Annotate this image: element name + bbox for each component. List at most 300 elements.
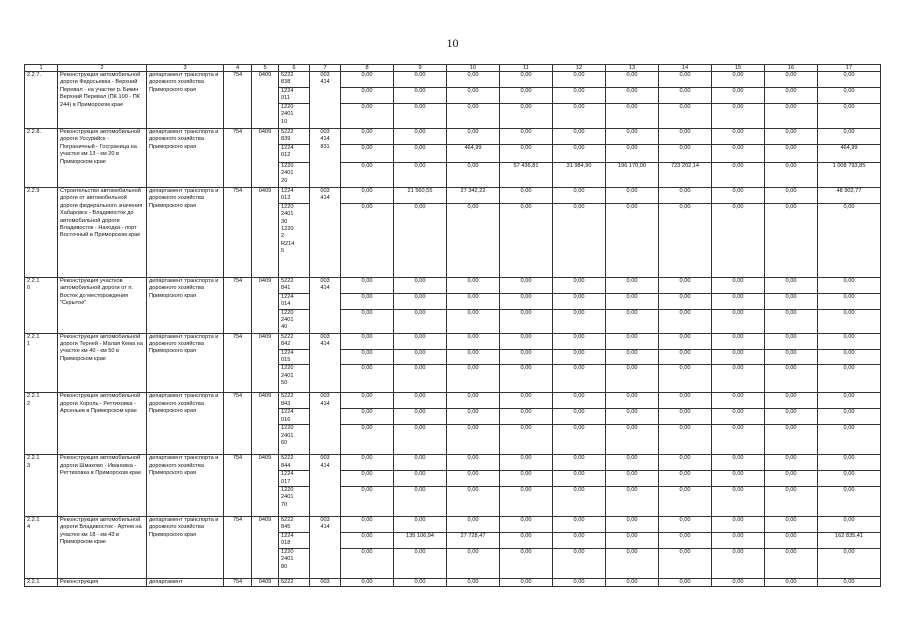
amount-cell: 0,00 — [500, 203, 553, 277]
amount-cell: 0,00 — [659, 349, 712, 365]
col-header: 11 — [500, 65, 553, 72]
amount-cell: 0,00 — [553, 425, 606, 455]
amount-cell: 0,00 — [818, 393, 881, 409]
amount-cell: 0,00 — [765, 365, 818, 393]
amount-cell: 0,00 — [500, 455, 553, 471]
amount-cell: 0,00 — [500, 145, 553, 163]
amount-cell: 0,00 — [606, 349, 659, 365]
amount-cell: 0,00 — [447, 455, 500, 471]
amount-cell: 0,00 — [818, 578, 881, 586]
amount-cell: 0,00 — [712, 104, 765, 129]
target-code: 5222 839 — [279, 129, 310, 145]
amount-cell: 0,00 — [500, 548, 553, 578]
expense-type: 003 414 831 — [310, 129, 341, 188]
amount-cell: 0,00 — [765, 578, 818, 586]
amount-cell: 0,00 — [500, 188, 553, 204]
amount-cell: 464,99 — [447, 145, 500, 163]
amount-cell: 0,00 — [341, 145, 394, 163]
amount-cell: 0,00 — [712, 517, 765, 533]
amount-cell: 0,00 — [447, 548, 500, 578]
amount-cell: 0,00 — [447, 365, 500, 393]
amount-cell: 0,00 — [341, 203, 394, 277]
amount-cell: 0,00 — [606, 548, 659, 578]
amount-cell: 0,00 — [394, 455, 447, 471]
expense-type: 003 414 — [310, 277, 341, 333]
amount-cell: 0,00 — [394, 72, 447, 88]
target-code: 1220 2401 60 — [279, 425, 310, 455]
target-code: 1220 2401 30 1220 2 R214 5 — [279, 203, 310, 277]
target-code: 1220 2401 80 — [279, 548, 310, 578]
amount-cell: 0,00 — [394, 309, 447, 333]
amount-cell: 135 106,94 — [394, 533, 447, 549]
amount-cell: 0,00 — [341, 471, 394, 487]
amount-cell: 0,00 — [500, 393, 553, 409]
amount-cell: 0,00 — [765, 455, 818, 471]
amount-cell: 0,00 — [500, 533, 553, 549]
amount-cell: 0,00 — [553, 349, 606, 365]
amount-cell: 0,00 — [500, 72, 553, 88]
row-number: 2.2.1 2 — [25, 393, 58, 455]
amount-cell: 0,00 — [818, 548, 881, 578]
row-number: 2.2.1 0 — [25, 277, 58, 333]
amount-cell: 0,00 — [341, 163, 394, 188]
amount-cell: 723 202,14 — [659, 163, 712, 188]
amount-cell: 0,00 — [500, 104, 553, 129]
col-header: 6 — [279, 65, 310, 72]
header-row — [25, 65, 881, 72]
amount-cell: 0,00 — [659, 203, 712, 277]
amount-cell: 0,00 — [394, 145, 447, 163]
table-row — [25, 72, 881, 88]
col-header: 3 — [147, 65, 224, 72]
ministry-code: 754 — [224, 129, 252, 188]
amount-cell: 0,00 — [500, 487, 553, 517]
amount-cell: 0,00 — [553, 277, 606, 293]
amount-cell: 0,00 — [606, 129, 659, 145]
department: департамент транспорта и дорожного хозяйства Приморского края — [147, 277, 224, 333]
amount-cell: 0,00 — [553, 455, 606, 471]
amount-cell: 27 728,47 — [447, 533, 500, 549]
col-header: 13 — [606, 65, 659, 72]
amount-cell: 0,00 — [394, 104, 447, 129]
amount-cell: 0,00 — [341, 309, 394, 333]
amount-cell: 0,00 — [765, 517, 818, 533]
amount-cell: 0,00 — [500, 471, 553, 487]
amount-cell: 0,00 — [765, 471, 818, 487]
amount-cell: 0,00 — [765, 349, 818, 365]
amount-cell: 0,00 — [765, 88, 818, 104]
amount-cell: 0,00 — [712, 578, 765, 586]
expense-type: 003 414 — [310, 393, 341, 455]
target-code: 1220 2401 40 — [279, 309, 310, 333]
amount-cell: 0,00 — [606, 104, 659, 129]
amount-cell: 0,00 — [765, 129, 818, 145]
amount-cell: 0,00 — [712, 409, 765, 425]
amount-cell: 0,00 — [341, 517, 394, 533]
amount-cell: 0,00 — [447, 309, 500, 333]
amount-cell: 0,00 — [712, 88, 765, 104]
amount-cell: 0,00 — [500, 293, 553, 309]
ministry-code: 754 — [224, 517, 252, 579]
amount-cell: 0,00 — [447, 88, 500, 104]
amount-cell: 0,00 — [500, 129, 553, 145]
object-name: Реконструкция автомобильной дороги Владивосток - Артем на участке км 18 - км 43 в Приморском крае — [58, 517, 147, 579]
amount-cell: 0,00 — [765, 487, 818, 517]
amount-cell: 31 984,90 — [553, 163, 606, 188]
amount-cell: 0,00 — [659, 471, 712, 487]
department: департамент транспорта и дорожного хозяйства Приморского края — [147, 393, 224, 455]
amount-cell: 0,00 — [394, 163, 447, 188]
col-header: 10 — [447, 65, 500, 72]
amount-cell: 0,00 — [712, 203, 765, 277]
amount-cell: 0,00 — [712, 487, 765, 517]
amount-cell: 0,00 — [765, 145, 818, 163]
amount-cell: 0,00 — [394, 293, 447, 309]
amount-cell: 0,00 — [341, 393, 394, 409]
amount-cell: 0,00 — [606, 471, 659, 487]
amount-cell: 0,00 — [712, 533, 765, 549]
amount-cell: 0,00 — [447, 409, 500, 425]
amount-cell: 0,00 — [606, 487, 659, 517]
expense-type: 003 414 — [310, 517, 341, 579]
amount-cell: 0,00 — [394, 393, 447, 409]
row-number: 2.2.9 — [25, 188, 58, 278]
amount-cell: 0,00 — [606, 365, 659, 393]
amount-cell: 0,00 — [712, 72, 765, 88]
section-code: 0409 — [252, 188, 279, 278]
target-code: 5222 844 — [279, 455, 310, 471]
ministry-code: 754 — [224, 393, 252, 455]
amount-cell: 0,00 — [341, 487, 394, 517]
amount-cell: 0,00 — [341, 578, 394, 586]
amount-cell: 0,00 — [712, 455, 765, 471]
amount-cell: 0,00 — [553, 333, 606, 349]
target-code: 5222 845 — [279, 517, 310, 533]
amount-cell: 0,00 — [606, 517, 659, 533]
amount-cell: 0,00 — [394, 578, 447, 586]
amount-cell: 0,00 — [394, 409, 447, 425]
amount-cell: 0,00 — [447, 203, 500, 277]
amount-cell: 0,00 — [659, 393, 712, 409]
col-header: 9 — [394, 65, 447, 72]
amount-cell: 0,00 — [659, 365, 712, 393]
amount-cell: 162 835,41 — [818, 533, 881, 549]
amount-cell: 0,00 — [447, 72, 500, 88]
amount-cell: 0,00 — [341, 129, 394, 145]
amount-cell: 0,00 — [712, 163, 765, 188]
col-header: 5 — [252, 65, 279, 72]
amount-cell: 1 008 793,85 — [818, 163, 881, 188]
amount-cell: 0,00 — [659, 425, 712, 455]
ministry-code: 754 — [224, 188, 252, 278]
amount-cell: 0,00 — [818, 425, 881, 455]
amount-cell: 0,00 — [500, 333, 553, 349]
amount-cell: 0,00 — [765, 333, 818, 349]
target-code: 1220 2401 50 — [279, 365, 310, 393]
amount-cell: 0,00 — [765, 293, 818, 309]
amount-cell: 0,00 — [341, 425, 394, 455]
expense-type: 003 — [310, 578, 341, 586]
target-code: 1224 013 — [279, 188, 310, 204]
section-code: 0409 — [252, 517, 279, 579]
amount-cell: 0,00 — [341, 188, 394, 204]
amount-cell: 0,00 — [606, 425, 659, 455]
amount-cell: 0,00 — [659, 72, 712, 88]
department: департамент транспорта и дорожного хозяйства Приморского края — [147, 129, 224, 188]
table-row — [25, 188, 881, 204]
amount-cell: 0,00 — [341, 88, 394, 104]
amount-cell: 0,00 — [394, 471, 447, 487]
amount-cell: 0,00 — [818, 409, 881, 425]
page-number: 10 — [446, 36, 459, 50]
amount-cell: 0,00 — [553, 409, 606, 425]
amount-cell: 0,00 — [553, 293, 606, 309]
amount-cell: 0,00 — [341, 533, 394, 549]
amount-cell: 196 170,00 — [606, 163, 659, 188]
col-header: 14 — [659, 65, 712, 72]
amount-cell: 0,00 — [659, 333, 712, 349]
amount-cell: 0,00 — [500, 349, 553, 365]
amount-cell: 48 902,77 — [818, 188, 881, 204]
amount-cell: 0,00 — [394, 487, 447, 517]
amount-cell: 0,00 — [394, 548, 447, 578]
ministry-code: 754 — [224, 455, 252, 517]
amount-cell: 0,00 — [500, 88, 553, 104]
amount-cell: 0,00 — [712, 309, 765, 333]
amount-cell: 0,00 — [447, 425, 500, 455]
amount-cell: 0,00 — [606, 578, 659, 586]
amount-cell: 0,00 — [818, 203, 881, 277]
amount-cell: 0,00 — [712, 425, 765, 455]
amount-cell: 0,00 — [659, 309, 712, 333]
section-code: 0409 — [252, 578, 279, 586]
table-row — [25, 277, 881, 293]
amount-cell: 0,00 — [394, 425, 447, 455]
department: департамент транспорта и дорожного хозяйства Приморского края — [147, 72, 224, 129]
amount-cell: 0,00 — [659, 277, 712, 293]
amount-cell: 0,00 — [447, 517, 500, 533]
row-number: 2.2.1 1 — [25, 333, 58, 393]
amount-cell: 0,00 — [394, 88, 447, 104]
col-header: 16 — [765, 65, 818, 72]
amount-cell: 0,00 — [659, 104, 712, 129]
amount-cell: 0,00 — [818, 129, 881, 145]
target-code: 1224 015 — [279, 349, 310, 365]
object-name: Реконструкция автомобильной дороги Хороль - Реттиховка - Арсеньев в Приморском крае — [58, 393, 147, 455]
amount-cell: 0,00 — [818, 333, 881, 349]
amount-cell: 0,00 — [712, 277, 765, 293]
amount-cell: 0,00 — [553, 72, 606, 88]
amount-cell: 0,00 — [447, 578, 500, 586]
amount-cell: 0,00 — [553, 393, 606, 409]
amount-cell: 0,00 — [341, 293, 394, 309]
amount-cell: 0,00 — [765, 104, 818, 129]
amount-cell: 0,00 — [341, 455, 394, 471]
object-name: Строительство автомобильной дороги от автомобильной дороги федерального значения Хабаровск - Владивосток до автомобильной дороги Владивосток - Находка - порт Восточный в Приморском крае — [58, 188, 147, 278]
amount-cell: 0,00 — [606, 188, 659, 204]
target-code: 5222 841 — [279, 277, 310, 293]
amount-cell: 21 560,55 — [394, 188, 447, 204]
amount-cell: 0,00 — [553, 309, 606, 333]
amount-cell: 0,00 — [341, 333, 394, 349]
amount-cell: 0,00 — [606, 333, 659, 349]
col-header: 17 — [818, 65, 881, 72]
amount-cell: 27 342,22 — [447, 188, 500, 204]
amount-cell: 0,00 — [712, 548, 765, 578]
amount-cell: 0,00 — [818, 104, 881, 129]
target-code: 1224 012 — [279, 145, 310, 163]
target-code: 5222 838 — [279, 72, 310, 88]
amount-cell: 0,00 — [394, 365, 447, 393]
amount-cell: 0,00 — [394, 277, 447, 293]
object-name: Реконструкция автомобильной дороги Шмаково - Ивановка - Реттиховка в Приморском крае — [58, 455, 147, 517]
target-code: 1224 014 — [279, 293, 310, 309]
amount-cell: 0,00 — [606, 293, 659, 309]
amount-cell: 0,00 — [394, 517, 447, 533]
amount-cell: 0,00 — [500, 409, 553, 425]
amount-cell: 0,00 — [606, 455, 659, 471]
amount-cell: 0,00 — [818, 309, 881, 333]
amount-cell: 0,00 — [606, 277, 659, 293]
amount-cell: 0,00 — [500, 365, 553, 393]
department: департамент транспорта и дорожного хозяйства Приморского края — [147, 188, 224, 278]
amount-cell: 0,00 — [500, 517, 553, 533]
amount-cell: 0,00 — [712, 129, 765, 145]
col-header: 15 — [712, 65, 765, 72]
section-code: 0409 — [252, 333, 279, 393]
amount-cell: 0,00 — [553, 487, 606, 517]
amount-cell: 0,00 — [394, 203, 447, 277]
amount-cell: 0,00 — [712, 393, 765, 409]
amount-cell: 0,00 — [765, 533, 818, 549]
amount-cell: 0,00 — [765, 425, 818, 455]
amount-cell: 0,00 — [447, 471, 500, 487]
amount-cell: 0,00 — [606, 409, 659, 425]
section-code: 0409 — [252, 393, 279, 455]
amount-cell: 0,00 — [659, 548, 712, 578]
amount-cell: 0,00 — [553, 548, 606, 578]
table-row — [25, 393, 881, 409]
amount-cell: 0,00 — [818, 455, 881, 471]
amount-cell: 0,00 — [553, 88, 606, 104]
amount-cell: 0,00 — [447, 487, 500, 517]
section-code: 0409 — [252, 129, 279, 188]
amount-cell: 0,00 — [447, 277, 500, 293]
amount-cell: 0,00 — [659, 145, 712, 163]
amount-cell: 0,00 — [712, 188, 765, 204]
amount-cell: 0,00 — [712, 365, 765, 393]
amount-cell: 0,00 — [659, 188, 712, 204]
amount-cell: 0,00 — [765, 203, 818, 277]
amount-cell: 0,00 — [500, 578, 553, 586]
amount-cell: 0,00 — [818, 277, 881, 293]
department: департамент транспорта и дорожного хозяйства Приморского края — [147, 333, 224, 393]
amount-cell: 0,00 — [818, 72, 881, 88]
amount-cell: 0,00 — [712, 293, 765, 309]
target-code: 5222 — [279, 578, 310, 586]
amount-cell: 0,00 — [341, 104, 394, 129]
amount-cell: 0,00 — [553, 104, 606, 129]
col-header: 2 — [58, 65, 147, 72]
table-row — [25, 517, 881, 533]
target-code: 1224 018 — [279, 533, 310, 549]
amount-cell: 0,00 — [818, 471, 881, 487]
amount-cell: 0,00 — [500, 425, 553, 455]
amount-cell: 0,00 — [553, 129, 606, 145]
amount-cell: 0,00 — [394, 333, 447, 349]
table-row — [25, 578, 881, 586]
budget-table — [24, 64, 881, 587]
target-code: 1224 016 — [279, 409, 310, 425]
object-name: Реконструкция — [58, 578, 147, 586]
amount-cell: 0,00 — [606, 393, 659, 409]
amount-cell: 0,00 — [553, 517, 606, 533]
amount-cell: 0,00 — [394, 349, 447, 365]
amount-cell: 0,00 — [712, 333, 765, 349]
table-row — [25, 455, 881, 471]
department: департамент транспорта и дорожного хозяйства Приморского края — [147, 455, 224, 517]
amount-cell: 0,00 — [447, 393, 500, 409]
amount-cell: 0,00 — [765, 393, 818, 409]
amount-cell: 0,00 — [447, 104, 500, 129]
amount-cell: 0,00 — [500, 277, 553, 293]
col-header: 12 — [553, 65, 606, 72]
row-number: 2.2.1 4 — [25, 517, 58, 579]
amount-cell: 0,00 — [765, 309, 818, 333]
amount-cell: 0,00 — [659, 487, 712, 517]
amount-cell: 0,00 — [818, 293, 881, 309]
amount-cell: 0,00 — [553, 145, 606, 163]
amount-cell: 0,00 — [659, 88, 712, 104]
section-code: 0409 — [252, 277, 279, 333]
amount-cell: 0,00 — [606, 533, 659, 549]
expense-type: 003 414 — [310, 72, 341, 129]
target-code: 1224 011 — [279, 88, 310, 104]
row-number: 2.2.1 — [25, 578, 58, 586]
amount-cell: 0,00 — [606, 203, 659, 277]
amount-cell: 0,00 — [394, 129, 447, 145]
amount-cell: 0,00 — [818, 349, 881, 365]
target-code: 1224 017 — [279, 471, 310, 487]
amount-cell: 0,00 — [606, 72, 659, 88]
ministry-code: 754 — [224, 277, 252, 333]
row-number: 2.2.1 3 — [25, 455, 58, 517]
col-header: 1 — [25, 65, 58, 72]
amount-cell: 0,00 — [606, 88, 659, 104]
amount-cell: 0,00 — [765, 72, 818, 88]
object-name: Реконструкция автомобильной дороги Уссурийск - Пограничный - Госграница на участке км 13 - км 20 в Приморском крае — [58, 129, 147, 188]
object-name: Реконструкция автомобильной дороги Федосьевка - Верхний Перевал - на участке р. Бикин Верхний Перевал (ПК 100 - ПК 244) в Приморском крае — [58, 72, 147, 129]
amount-cell: 0,00 — [818, 88, 881, 104]
amount-cell: 0,00 — [659, 293, 712, 309]
amount-cell: 0,00 — [341, 365, 394, 393]
amount-cell: 0,00 — [341, 548, 394, 578]
section-code: 0409 — [252, 455, 279, 517]
amount-cell: 0,00 — [447, 293, 500, 309]
amount-cell: 0,00 — [818, 487, 881, 517]
amount-cell: 0,00 — [341, 72, 394, 88]
target-code: 5222 843 — [279, 393, 310, 409]
amount-cell: 0,00 — [659, 129, 712, 145]
amount-cell: 0,00 — [659, 517, 712, 533]
amount-cell: 57 436,81 — [500, 163, 553, 188]
amount-cell: 0,00 — [606, 145, 659, 163]
col-header: 7 — [310, 65, 341, 72]
amount-cell: 0,00 — [659, 455, 712, 471]
amount-cell: 0,00 — [818, 517, 881, 533]
amount-cell: 0,00 — [765, 277, 818, 293]
ministry-code: 754 — [224, 72, 252, 129]
